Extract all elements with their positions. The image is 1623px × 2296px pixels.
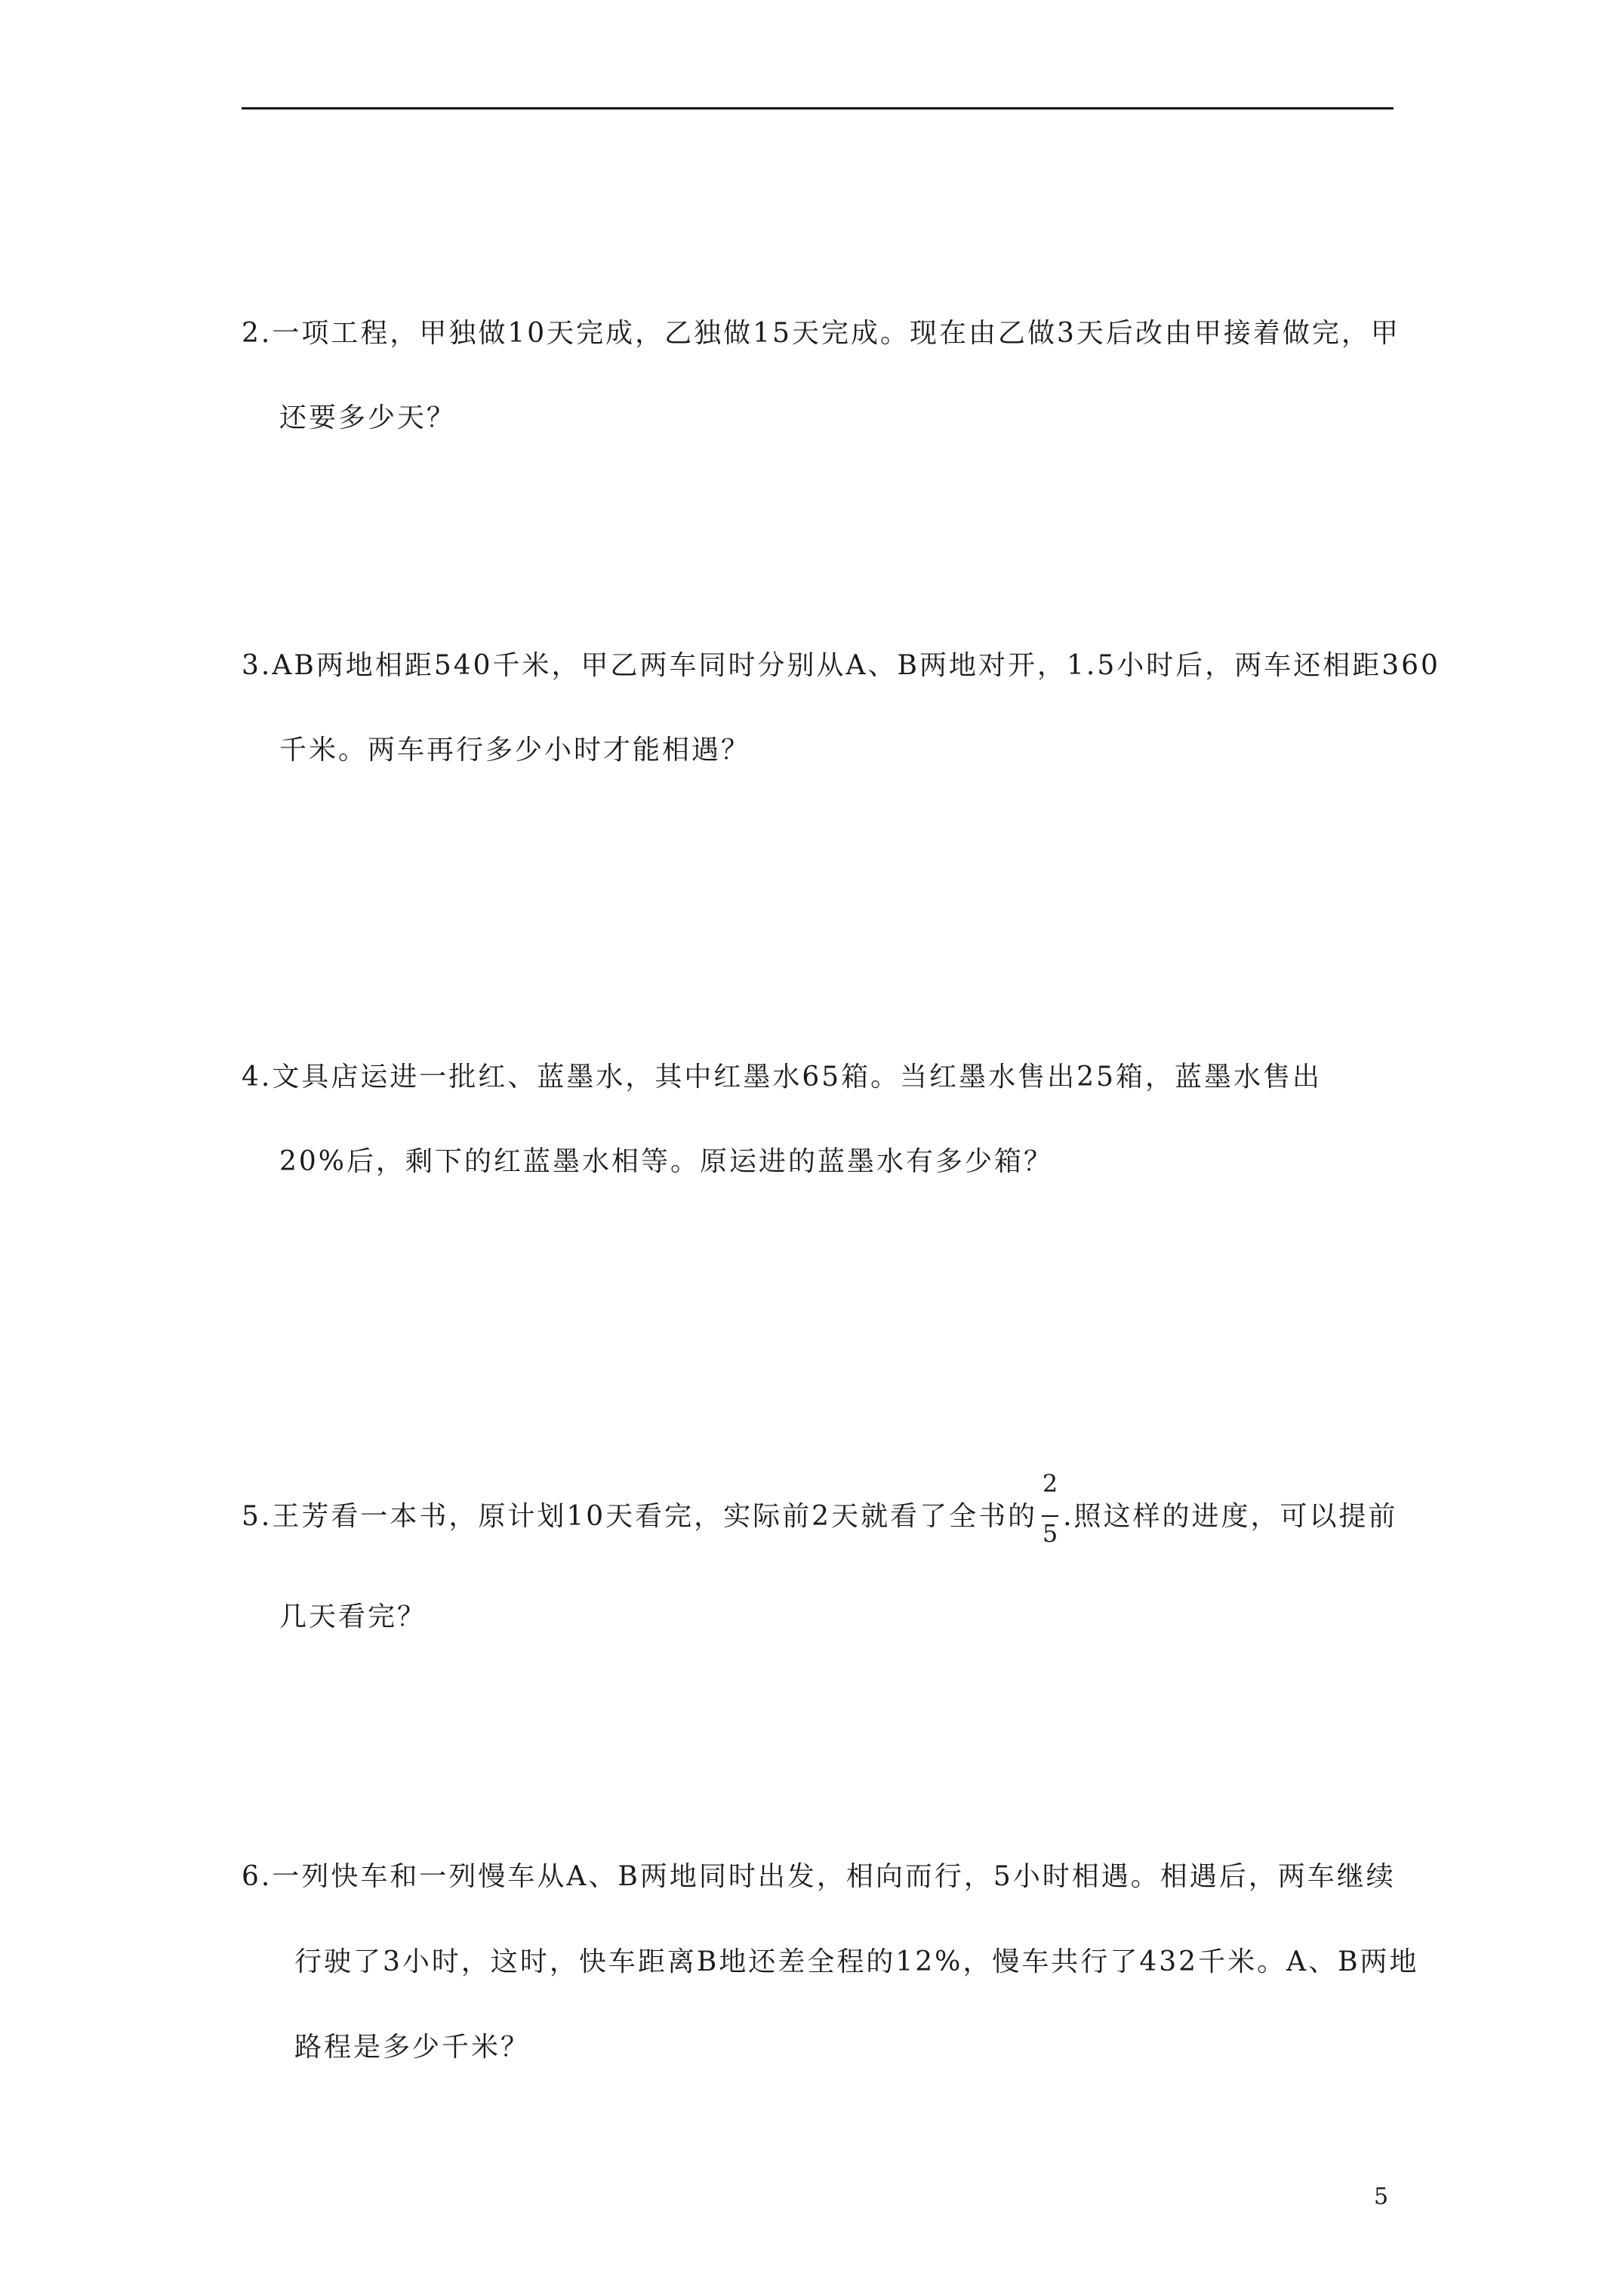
question-2-number: 2. [242, 318, 273, 349]
fraction-denominator: 5 [1042, 1519, 1058, 1548]
question-2-line-1 [242, 317, 1400, 350]
question-2-text: 一项工程，甲独做10天完成，乙独做15天完成。现在由乙做3天后改由甲接着做完，甲 [272, 318, 1400, 349]
question-3-line-1 [242, 649, 1440, 683]
fraction-bar [1042, 1515, 1058, 1517]
page-number: 5 [1374, 2184, 1389, 2210]
question-5-line-1 [242, 1469, 1398, 1548]
question-6-line-2: 行驶了3小时，这时，快车距离B地还差全程的12%，慢车共行了432千米。A、B两地 [294, 1946, 1419, 1977]
fraction-two-fifths [1039, 1469, 1061, 1548]
question-4-text: 文具店运进一批红、蓝墨水，其中红墨水65箱。当红墨水售出25箱，蓝墨水售出 [272, 1062, 1322, 1093]
question-5-line-2: 几天看完？ [279, 1601, 427, 1632]
question-3-number: 3. [242, 650, 273, 681]
question-6-line-3: 路程是多少千米？ [294, 2032, 531, 2063]
question-2-line-2: 还要多少天？ [279, 402, 457, 433]
question-6-number: 6. [242, 1861, 273, 1892]
question-5-number: 5. [242, 1501, 273, 1532]
question-4-line-1 [242, 1061, 1322, 1094]
question-5-text-after: .照这样的进度，可以提前 [1063, 1501, 1398, 1532]
question-4-line-2: 20%后，剩下的红蓝墨水相等。原运进的蓝墨水有多少箱？ [279, 1146, 1054, 1177]
question-3-text: AB两地相距540千米，甲乙两车同时分别从A、B两地对开，1.5小时后，两车还相距360 [272, 650, 1440, 681]
question-5-text-before: 王芳看一本书，原计划10天看完，实际前2天就看了全书的 [272, 1501, 1038, 1532]
fraction-numerator: 2 [1042, 1469, 1058, 1498]
question-6-line-1 [242, 1860, 1396, 1894]
header-rule [242, 107, 1394, 109]
question-4-number: 4. [242, 1062, 273, 1093]
question-3-line-2: 千米。两车再行多少小时才能相遇？ [279, 735, 751, 766]
question-6-text: 一列快车和一列慢车从A、B两地同时出发，相向而行，5小时相遇。相遇后，两车继续 [272, 1861, 1396, 1892]
